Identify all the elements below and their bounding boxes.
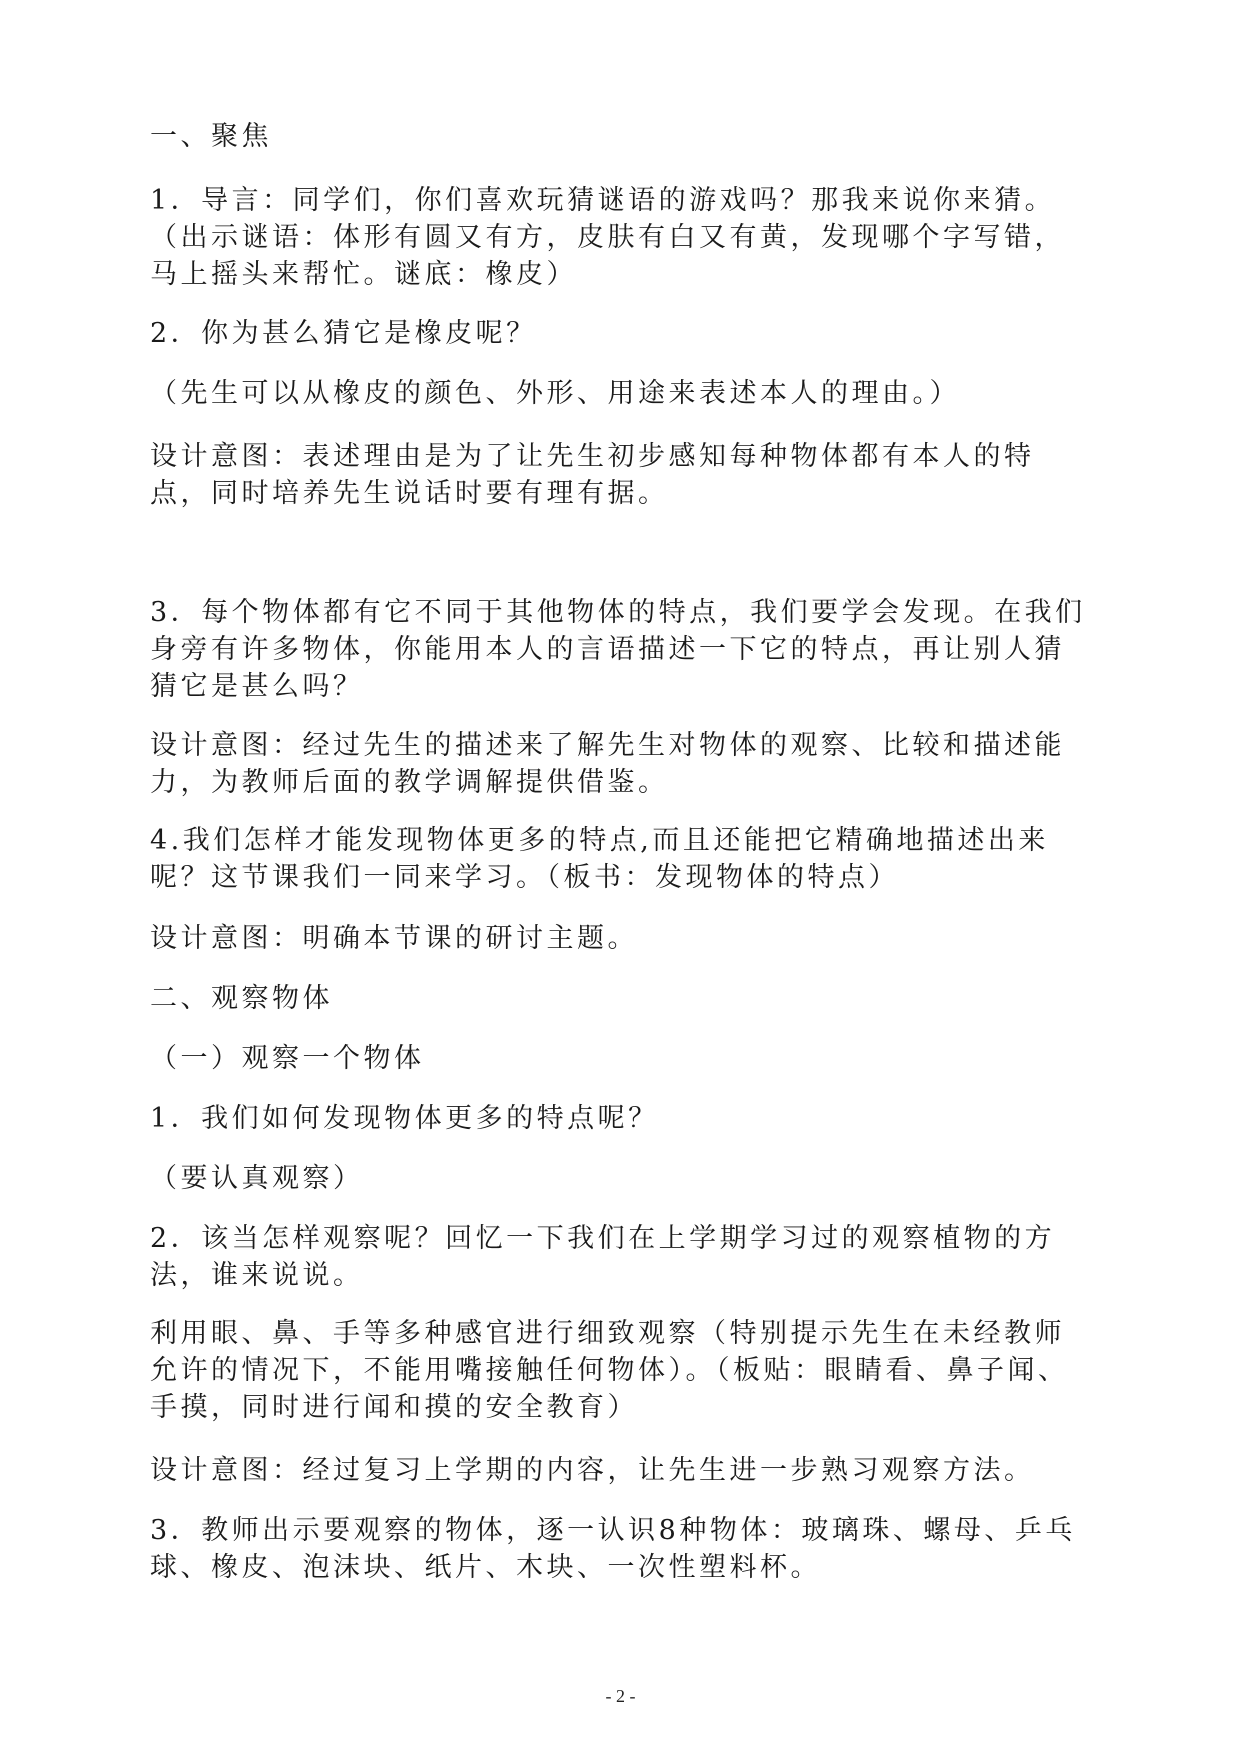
paragraph-design-intent-4: 设计意图：经过复习上学期的内容，让先生进一步熟习观察方法。 <box>150 1455 1035 1486</box>
paragraph-step-3-objects: 3．教师出示要观察的物体，逐一认识8种物体：玻璃珠、螺母、乒乓球、橡皮、泡沫块、纸片、木块、一次性塑料杯。 <box>150 1515 1076 1583</box>
paragraph-step-4: 4.我们怎样才能发现物体更多的特点,而且还能把它精确地描述出来呢？这节课我们一同来学习。（板书：发现物体的特点） <box>150 825 1049 893</box>
paragraph-step-3: 3．每个物体都有它不同于其他物体的特点，我们要学会发现。在我们身旁有许多物体，你能用本人的言语描述一下它的特点，再让别人猜猜它是甚么吗？ <box>150 597 1086 702</box>
heading-focus: 一、聚焦 <box>150 121 272 152</box>
paragraph-design-intent-3: 设计意图：明确本节课的研讨主题。 <box>150 923 638 954</box>
paragraph-intro: 1．导言：同学们，你们喜欢玩猜谜语的游戏吗？那我来说你来猜。（出示谜语：体形有圆又有方，皮肤有白又有黄，发现哪个字写错，马上摇头来帮忙。谜底：橡皮） <box>150 185 1065 290</box>
heading-observe-objects: 二、观察物体 <box>150 983 333 1014</box>
page-number: - 2 - <box>605 1686 636 1706</box>
paragraph-design-intent-2: 设计意图：经过先生的描述来了解先生对物体的观察、比较和描述能力，为教师后面的教学调解提供借鉴。 <box>150 730 1065 798</box>
paragraph-how-discover: 1．我们如何发现物体更多的特点呢？ <box>150 1103 659 1134</box>
paragraph-observe-carefully: （要认真观察） <box>150 1163 364 1194</box>
paragraph-question: 2．你为甚么猜它是橡皮呢？ <box>150 318 537 349</box>
heading-observe-one-object: （一）观察一个物体 <box>150 1043 425 1074</box>
paragraph-answer-hint: （先生可以从橡皮的颜色、外形、用途来表述本人的理由。） <box>150 378 960 409</box>
paragraph-senses: 利用眼、鼻、手等多种感官进行细致观察（特别提示先生在未经教师允许的情况下，不能用嘴接触任何物体）。（板贴：眼睛看、鼻子闻、手摸，同时进行闻和摸的安全教育） <box>150 1318 1069 1423</box>
paragraph-how-observe: 2．该当怎样观察呢？回忆一下我们在上学期学习过的观察植物的方法，谁来说说。 <box>150 1223 1056 1291</box>
paragraph-design-intent-1: 设计意图：表述理由是为了让先生初步感知每种物体都有本人的特点，同时培养先生说话时要有理有据。 <box>150 441 1035 509</box>
